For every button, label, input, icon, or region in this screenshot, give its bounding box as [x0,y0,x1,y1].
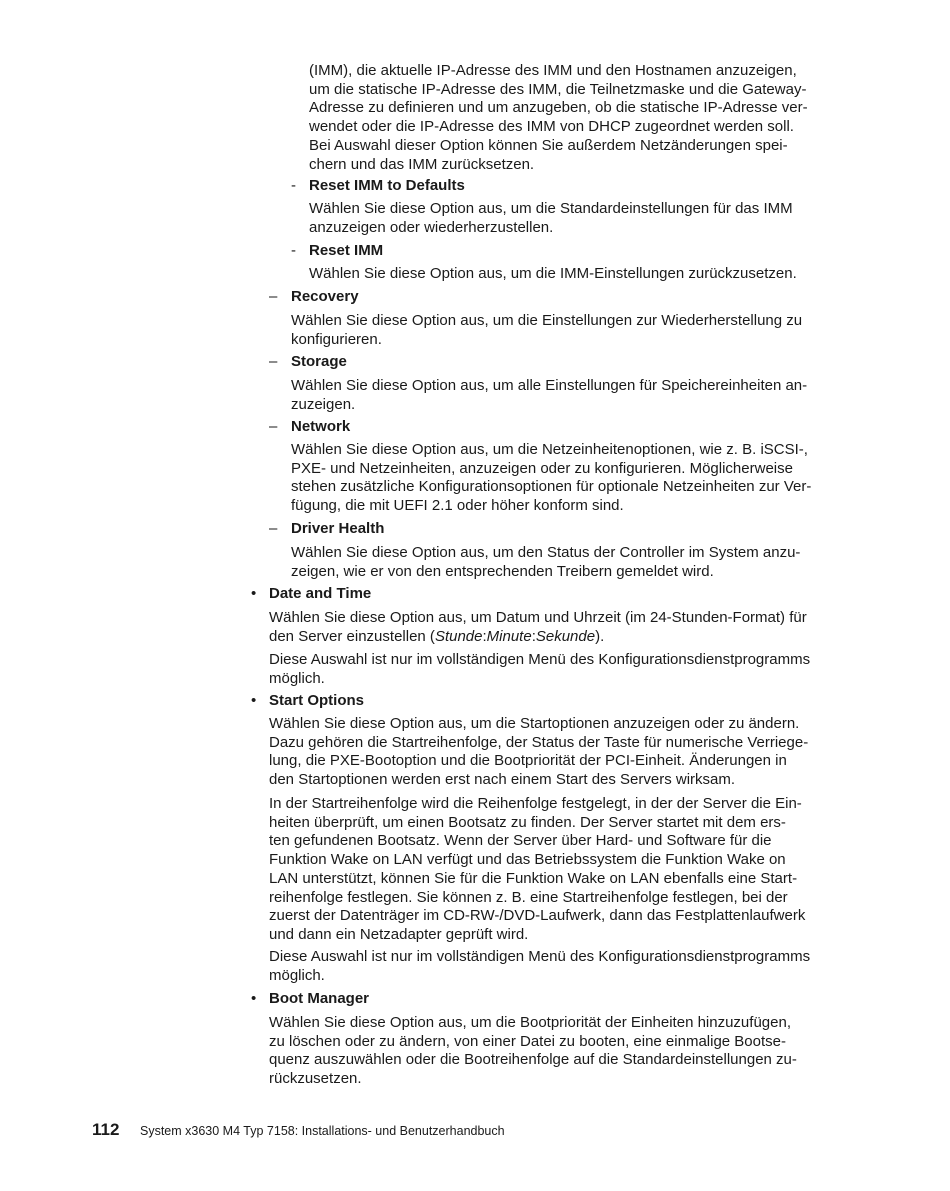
reset-imm-description [309,265,797,284]
text-line: chern und das IMM zurücksetzen. [309,155,535,173]
boot-manager-description [269,1014,797,1089]
list-marker: – [269,418,278,435]
text-line: Wählen Sie diese Option aus, um die Einstellungen zur Wiederherstellung zu [291,312,803,329]
text-line: Dazu gehören die Startreihenfolge, der Status der Taste für numerische Verriege- [269,733,809,751]
text-line: Funktion Wake on LAN verfügt und das Betriebssystem die Funktion Wake on [269,851,786,869]
text-fragment: : [482,627,487,645]
text-line: heiten überprüft, um einen Bootsatz zu finden. Der Server startet mit dem ers- [269,813,786,831]
start-options-paragraph-3 [269,948,810,985]
text-line: möglich. [269,966,325,984]
text-line: Bei Auswahl dieser Option können Sie außerdem Netzänderungen spei- [309,136,788,154]
emphasis-stunde: Stunde [434,627,483,645]
start-options-paragraph-2 [269,795,805,945]
text-fragment: den Server einzustellen ( [269,627,435,645]
text-line: Wählen Sie diese Option aus, um die Bootpriorität der Einheiten hinzuzufügen, [269,1014,791,1031]
intro-paragraph [309,62,808,174]
text-line: Wählen Sie diese Option aus, um alle Einstellungen für Speichereinheiten an- [291,377,808,394]
date-time-paragraph-2 [269,651,810,688]
text-line: rückzusetzen. [269,1070,362,1088]
section-heading-network: Network [291,418,351,435]
list-marker: - [291,242,296,259]
storage-description [291,377,807,414]
text-line: Wählen Sie diese Option aus, um die Startoptionen anzuzeigen oder zu ändern. [269,715,800,732]
text-line: (IMM), die aktuelle IP-Adresse des IMM und den Hostnamen anzuzeigen, [309,62,797,79]
text-line: fügung, die mit UEFI 2.1 oder höher konform sind. [291,497,624,515]
footer-title: System x3630 M4 Typ 7158: Installations- und Benutzerhandbuch [140,1124,505,1138]
text-line: LAN unterstützt, können Sie für die Funktion Wake on LAN ebenfalls eine Start- [269,869,798,887]
bullet-marker: • [251,585,257,602]
text-line: Wählen Sie diese Option aus, um die IMM-Einstellungen zurückzusetzen. [309,265,797,282]
text-line: Adresse zu definieren und um anzugeben, ob die statische IP-Adresse ver- [309,99,808,117]
text-line: lung, die PXE-Bootoption und die Bootpriorität der PCI-Einheit. Änderungen in [269,752,787,770]
text-line: zuzeigen. [291,395,356,413]
section-heading-driver-health: Driver Health [291,520,385,537]
section-heading-reset-imm: Reset IMM [309,242,384,259]
text-line: möglich. [269,669,325,687]
text-line: zuerst der Datenträger im CD-RW-/DVD-Laufwerk, dann das Festplattenlaufwerk [269,907,806,925]
text-line: quenz auszuwählen oder die Bootreihenfolge auf die Standardeinstellungen zu- [269,1051,797,1069]
network-description [291,441,811,516]
text-line: Wählen Sie diese Option aus, um Datum und Uhrzeit (im 24-Stunden-Format) für [269,609,807,626]
text-line: konfigurieren. [291,330,382,348]
start-options-paragraph-1 [269,715,808,790]
bullet-marker: • [251,692,257,709]
text-line: wendet oder die IP-Adresse des IMM von DHCP zugeordnet werden soll. [309,118,794,136]
section-heading-start-options: Start Options [269,692,365,709]
text-fragment: : [531,627,536,645]
text-line: Wählen Sie diese Option aus, um die Standardeinstellungen für das IMM [309,200,793,217]
text-line: anzuzeigen oder wiederherzustellen. [309,218,554,236]
text-line: um die statische IP-Adresse des IMM, die Teilnetzmaske und die Gateway- [309,80,807,98]
page-number: 112 [92,1120,120,1139]
section-heading-reset-imm-to-defaults: Reset IMM to Defaults [309,177,465,194]
text-line: und dann ein Netzadapter geprüft wird. [269,925,529,943]
text-line: den Startoptionen werden erst nach einem Start des Servers wirksam. [269,771,736,789]
section-heading-recovery: Recovery [291,288,359,305]
text-line: Diese Auswahl ist nur im vollständigen Menü des Konfigurationsdienstprogramms [269,948,811,965]
text-line: stehen zusätzliche Konfigurationsoptionen für optionale Netzeinheiten zur Ver- [291,478,812,496]
bullet-marker: • [251,990,257,1007]
text-line: reihenfolge festlegen. Sie können z. B. eine Startreihenfolge festlegen, bei der [269,888,788,906]
date-time-paragraph-1 [269,609,807,646]
driver-health-description [291,544,800,581]
reset-defaults-description [309,200,793,237]
text-line: ten gefundenen Bootsatz. Wenn der Server über Hard- und Software für die [269,832,772,850]
text-line: In der Startreihenfolge wird die Reihenfolge festgelegt, in der der Server die Ein- [269,795,802,812]
emphasis-minute: Minute [486,627,532,645]
emphasis-sekunde: Sekunde [535,627,596,645]
list-marker: - [291,177,296,194]
text-line: zu löschen oder zu ändern, von einer Datei zu booten, eine einmalige Bootse- [269,1032,786,1050]
list-marker: – [269,520,278,537]
list-marker: – [269,288,278,305]
text-line: Wählen Sie diese Option aus, um die Netzeinheitenoptionen, wie z. B. iSCSI-, [291,441,808,458]
section-heading-date-and-time: Date and Time [269,585,372,602]
text-line: Diese Auswahl ist nur im vollständigen Menü des Konfigurationsdienstprogramms [269,651,811,668]
list-marker: – [269,353,278,370]
section-heading-storage: Storage [291,353,347,370]
text-line: zeigen, wie er von den entsprechenden Treibern gemeldet wird. [291,562,714,580]
text-line: Wählen Sie diese Option aus, um den Status der Controller im System anzu- [291,544,801,561]
recovery-description [291,312,802,349]
section-heading-boot-manager: Boot Manager [269,990,370,1007]
text-line [269,628,807,647]
text-line: PXE- und Netzeinheiten, anzuzeigen oder zu konfigurieren. Möglicherweise [291,459,793,477]
text-fragment: ). [595,627,605,645]
